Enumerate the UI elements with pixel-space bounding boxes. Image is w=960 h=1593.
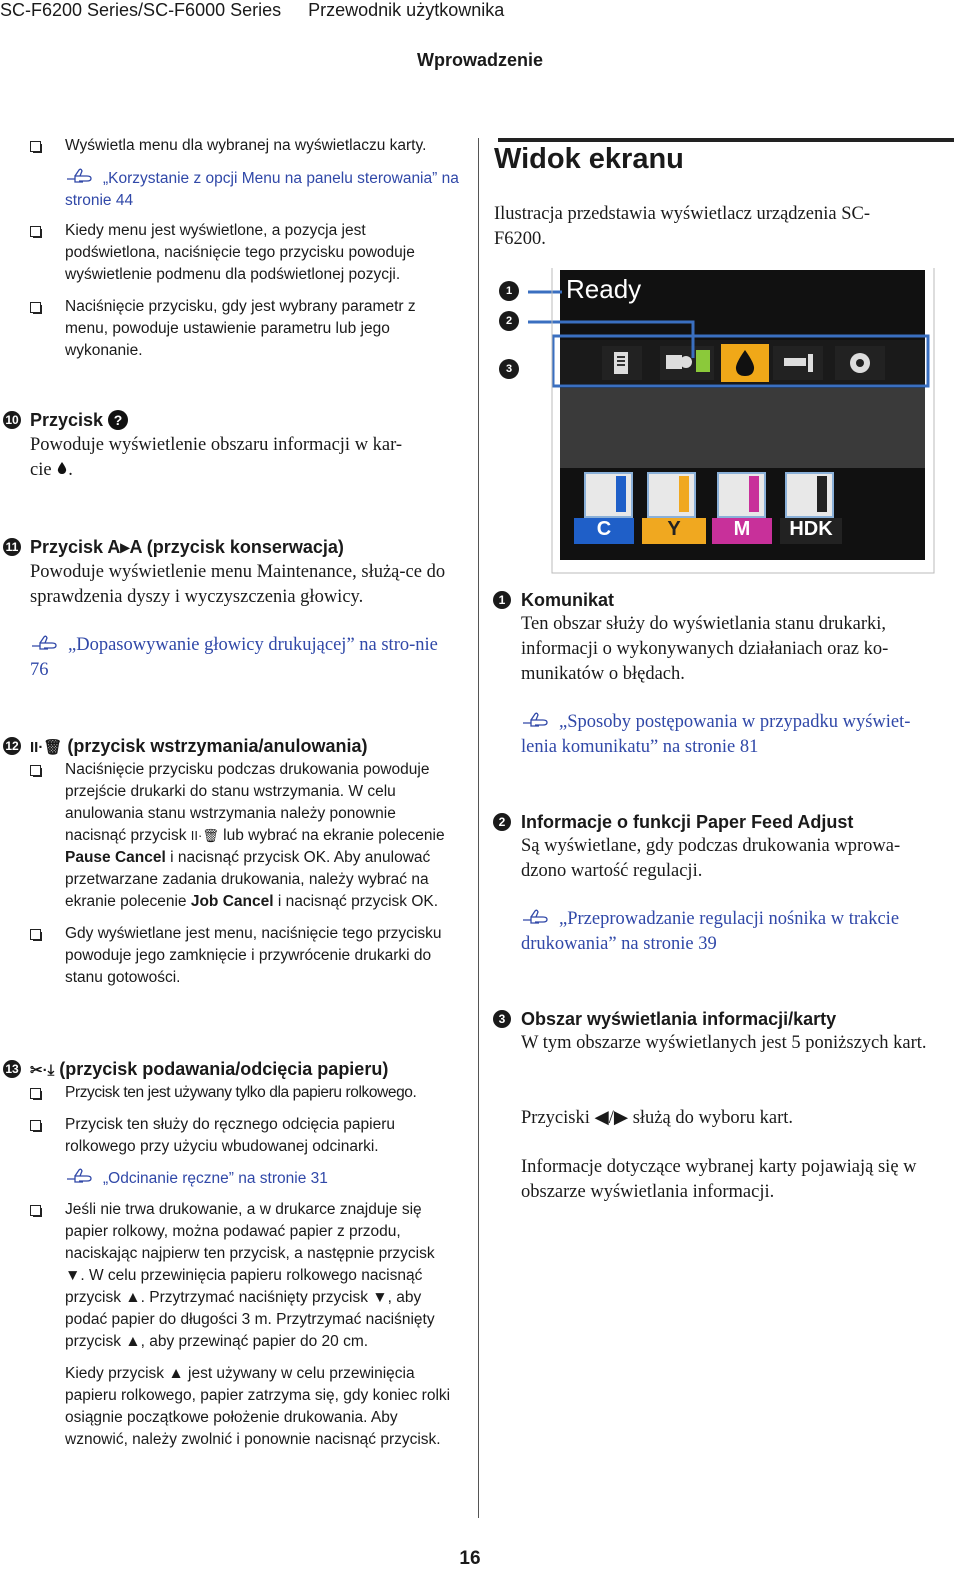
display-illustration <box>490 268 950 578</box>
item10-body <box>30 433 450 483</box>
item3-title: Obszar wyświetlania informacji/karty <box>521 1009 837 1029</box>
item3-para3: Informacje dotyczące wybranej karty pojawiają się w obszarze wyświetlania informacji. <box>521 1157 917 1202</box>
help-icon: ? <box>108 410 128 430</box>
text-run: Naciśnięcie przycisku podczas drukowania powoduje przejście drukarki do stanu wstrzymania. W celu anulowania stanu wstrzymania należy ponownie nacisnąć przycisk <box>65 761 430 844</box>
item12-bullets <box>30 759 455 989</box>
item1-body: Ten obszar służy do wyświetlania stanu drukarki, informacji o wykonywanych działaniach oraz ko-munikatów o błędach. <box>521 614 889 684</box>
callout-1: 1 <box>499 281 519 301</box>
page-number: 16 <box>459 1548 481 1569</box>
item13-bullet1: Przycisk ten jest używany tylko dla papieru rolkowego. <box>65 1084 417 1101</box>
menu-term: Job Cancel <box>190 893 274 910</box>
item11-body: Powoduje wyświetlenie menu Maintenance, służą-ce do sprawdzenia dyszy i wyczyszczenia głowicy. <box>30 562 446 607</box>
drop-icon <box>56 461 68 475</box>
item10-body-word: cie <box>30 460 52 480</box>
bullet-icon <box>30 1088 41 1099</box>
ink-label-hdk: HDK <box>789 518 833 540</box>
series-name: SC-F6200 Series/SC-F6000 Series <box>0 0 282 20</box>
text-run: lub wybrać na ekranie polecenie <box>223 827 445 844</box>
item13-title-text: (przycisk podawania/odcięcia papieru) <box>59 1059 389 1079</box>
pointing-hand-icon <box>30 634 60 652</box>
link-row <box>65 167 460 212</box>
item2-title: Informacje o funkcji Paper Feed Adjust <box>521 812 854 832</box>
pointing-hand-icon <box>521 711 551 729</box>
bullet-icon <box>30 1120 41 1131</box>
item13-bullet2: Przycisk ten służy do ręcznego odcięcia papieru rolkowego przy użyciu wbudowanej odcinarki. <box>65 1116 395 1155</box>
column-divider <box>478 138 479 1518</box>
item11-link-row <box>30 633 450 683</box>
item-number-11: 11 <box>3 538 21 556</box>
item2-body: Są wyświetlane, gdy podczas drukowania wprowa-dzono wartość regulacji. <box>521 836 901 881</box>
item12-bullet2: Gdy wyświetlane jest menu, naciśnięcie tego przycisku powoduje jego zamknięcie i przywrócenie drukarki do stanu gotowości. <box>65 925 442 986</box>
item11-title <box>30 537 344 558</box>
item-number-2: 2 <box>493 813 511 831</box>
bullet-icon <box>30 302 41 313</box>
bullet-icon <box>30 1205 41 1216</box>
link-media-adjust[interactable]: „Przeprowadzanie regulacji nośnika w trakcie drukowania” na stronie 39 <box>521 909 900 954</box>
bullet-text: Wyświetla menu dla wybranej na wyświetlaczu karty. <box>65 137 427 154</box>
bullet-text: Naciśnięcie przycisku, gdy jest wybrany parametr z menu, powoduje ustawienie parametru lub jego wykonanie. <box>65 298 416 359</box>
item11-title-pre: Przycisk <box>30 537 104 557</box>
link-menu-panel[interactable]: „Korzystanie z opcji Menu na panelu sterowania” na stronie 44 <box>65 170 459 209</box>
item13-title <box>30 1059 388 1080</box>
item3-body: W tym obszarze wyświetlanych jest 5 poniższych kart. <box>521 1033 927 1053</box>
bullet-icon <box>30 929 41 940</box>
item10-title-text: Przycisk <box>30 410 104 430</box>
feed-cut-icon: ✂·⤓ <box>30 1062 55 1079</box>
item10-body-end: . <box>68 460 73 480</box>
text-run: i nacisnąć przycisk OK. <box>277 893 439 910</box>
item10-title <box>30 410 128 431</box>
link-head-alignment[interactable]: „Dopasowywanie głowicy drukującej” na stro-nie 76 <box>30 635 438 680</box>
item-number-10: 10 <box>3 411 21 429</box>
item-number-13: 13 <box>3 1060 21 1078</box>
item13-bullet3: Jeśli nie trwa drukowanie, a w drukarce znajduje się papier rolkowy, można podawać papier z przodu, naciskając najpierw ten przycisk, a następnie przycisk ▼. W celu przewinięcia papieru rolkowego nacisnąć przycisk ▲. Przytrzymać naciśnięty przycisk ▼, aby podać papier do długości 3 m. Przytrzymać naciśnięty przycisk ▲, aby przewinąć papier do 20 cm. <box>65 1201 435 1350</box>
heading-rule <box>498 138 954 142</box>
pause-cancel-icon: II·🗑 <box>30 739 63 756</box>
status-message: Ready <box>566 274 642 304</box>
link-manual-cut[interactable]: „Odcinanie ręczne” na stronie 31 <box>103 1170 328 1187</box>
pointing-hand-icon <box>521 908 551 926</box>
running-header <box>0 0 526 21</box>
ink-label-y: Y <box>667 518 681 540</box>
item-number-1: 1 <box>493 591 511 609</box>
item1-link-row <box>521 710 941 760</box>
screen-view-intro: Ilustracja przedstawia wyświetlacz urządzenia SC-F6200. <box>494 204 870 249</box>
item3-para2: Przyciski ◀/▶ służą do wyboru kart. <box>521 1108 793 1128</box>
bullet-icon <box>30 141 41 152</box>
guide-name: Przewodnik użytkownika <box>308 0 505 20</box>
item11-title-post: (przycisk konserwacja) <box>146 537 344 557</box>
bullet-list-top <box>30 135 460 362</box>
item2-link-row <box>521 907 941 957</box>
link-row <box>65 1167 455 1190</box>
callout-3: 3 <box>499 359 519 379</box>
item-number-3: 3 <box>493 1010 511 1028</box>
callout-2: 2 <box>499 311 519 331</box>
pause-cancel-icon: II·🗑 <box>190 828 219 843</box>
ink-label-m: M <box>733 518 751 540</box>
item-number-12: 12 <box>3 737 21 755</box>
screen-view-heading: Widok ekranu <box>494 143 684 175</box>
item12-title <box>30 736 367 757</box>
item1-title: Komunikat <box>521 590 615 610</box>
maintenance-icon: A▸A <box>107 537 142 557</box>
item10-body-line1: Powoduje wyświetlenie obszaru informacji w kar- <box>30 435 403 455</box>
item12-bullet1 <box>65 759 455 913</box>
item10-body-line2 <box>30 458 450 483</box>
link-error-messages[interactable]: „Sposoby postępowania w przypadku wyświet-lenia komunikatu” na stronie 81 <box>521 712 911 757</box>
ink-label-c: C <box>596 518 612 540</box>
bullet-icon <box>30 226 41 237</box>
bullet-icon <box>30 765 41 776</box>
pointing-hand-icon <box>65 1167 95 1185</box>
section-title: Wprowadzenie <box>416 50 543 70</box>
menu-term: Pause Cancel <box>65 849 166 866</box>
pointing-hand-icon <box>65 167 95 185</box>
item12-title-text: (przycisk wstrzymania/anulowania) <box>67 736 368 756</box>
text-run: i nacisnąć przycisk OK. Aby anulować przetwarzane zadania drukowania, należy wybrać na ekranie polecenie <box>65 849 431 910</box>
item13-note: Kiedy przycisk ▲ jest używany w celu przewinięcia papieru rolkowego, papier zatrzyma się, gdy koniec rolki osiągnie początkowe położenie drukowania. Aby wznowić, należy zwolnić i ponownie nacisnąć przycisk. <box>65 1365 451 1448</box>
item13-bullets <box>30 1082 455 1451</box>
bullet-text: Kiedy menu jest wyświetlone, a pozycja jest podświetlona, naciśnięcie tego przycisku powoduje wyświetlenie podmenu dla podświetlonej pozycji. <box>65 222 415 283</box>
